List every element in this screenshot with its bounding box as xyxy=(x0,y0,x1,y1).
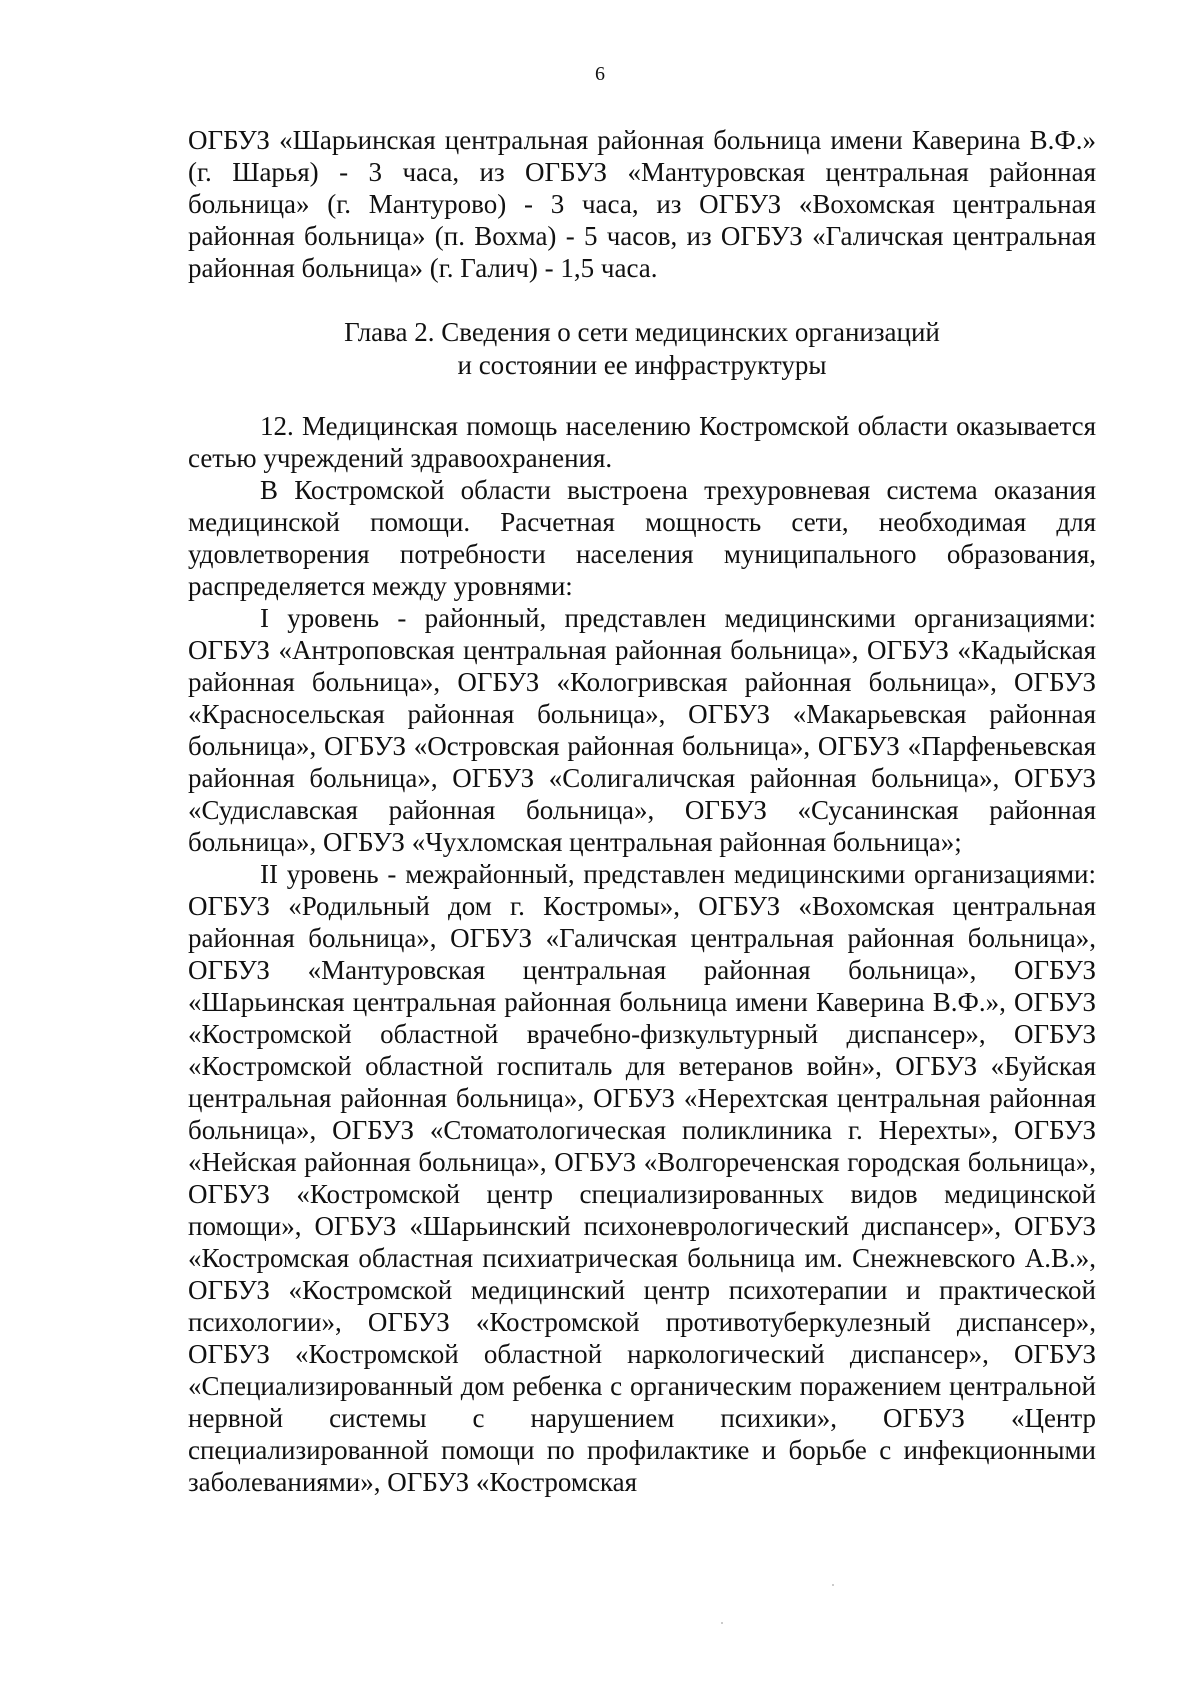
page-number: 6 xyxy=(595,63,605,85)
intro-paragraph-block xyxy=(188,124,1096,284)
scan-speck xyxy=(832,1584,834,1586)
chapter-heading xyxy=(188,316,1096,382)
paragraph-level-1: I уровень - районный, представлен медицинскими организациями: ОГБУЗ «Антроповская центральная районная больница», ОГБУЗ «Кадыйская районная больница», ОГБУЗ «Кологривская районная больница», ОГБУЗ «Красносельская районная больница», ОГБУЗ «Макарьевская районная больница», ОГБУЗ «Островская районная больница», ОГБУЗ «Парфеньевская районная больница», ОГБУЗ «Солигаличская районная больница», ОГБУЗ «Судиславская районная больница», ОГБУЗ «Сусанинская районная больница», ОГБУЗ «Чухломская центральная районная больница»; xyxy=(188,603,1096,857)
chapter-heading-line-2: и состоянии ее инфраструктуры xyxy=(457,350,827,380)
paragraph-system-levels: В Костромской области выстроена трехуровневая система оказания медицинской помощи. Расчетная мощность сети, необходимая для удовлетворения потребности населения муниципального образования, распределяется между уровнями: xyxy=(188,475,1096,601)
paragraph-12: 12. Медицинская помощь населению Костромской области оказывается сетью учреждений здравоохранения. xyxy=(188,411,1096,473)
main-text-block xyxy=(188,410,1096,1498)
intro-paragraph: ОГБУЗ «Шарьинская центральная районная больница имени Каверина В.Ф.» (г. Шарья) - 3 часа, из ОГБУЗ «Мантуровская центральная районная больница» (г. Мантурово) - 3 часа, из ОГБУЗ «Вохомская центральная районная больница» (п. Вохма) - 5 часов, из ОГБУЗ «Галичская центральная районная больница» (г. Галич) - 1,5 часа. xyxy=(188,125,1096,283)
scan-speck xyxy=(721,1622,723,1624)
paragraph-level-2: II уровень - межрайонный, представлен медицинскими организациями: ОГБУЗ «Родильный дом г. Костромы», ОГБУЗ «Вохомская центральная районная больница», ОГБУЗ «Галичская центральная районная больница», ОГБУЗ «Мантуровская центральная районная больница», ОГБУЗ «Шарьинская центральная районная больница имени Каверина В.Ф.», ОГБУЗ «Костромской областной врачебно-физкультурный диспансер», ОГБУЗ «Костромской областной госпиталь для ветеранов войн», ОГБУЗ «Буйская центральная районная больница», ОГБУЗ «Нерехтская центральная районная больница», ОГБУЗ «Стоматологическая поликлиника г. Нерехты», ОГБУЗ «Нейская районная больница», ОГБУЗ «Волгореченская городская больница», ОГБУЗ «Костромской центр специализированных видов медицинской помощи», ОГБУЗ «Шарьинский психоневрологический диспансер», ОГБУЗ «Костромская областная психиатрическая больница им. Снежневского А.В.», ОГБУЗ «Костромской медицинский центр психотерапии и практической психологии», ОГБУЗ «Костромской противотуберкулезный диспансер», ОГБУЗ «Костромской областной наркологический диспансер», ОГБУЗ «Специализированный дом ребенка с органическим поражением центральной нервной системы с нарушением психики», ОГБУЗ «Центр специализированной помощи по профилактике и борьбе с инфекционными заболеваниями», ОГБУЗ «Костромская xyxy=(188,859,1096,1497)
chapter-heading-line-1: Глава 2. Сведения о сети медицинских организаций xyxy=(344,317,940,347)
